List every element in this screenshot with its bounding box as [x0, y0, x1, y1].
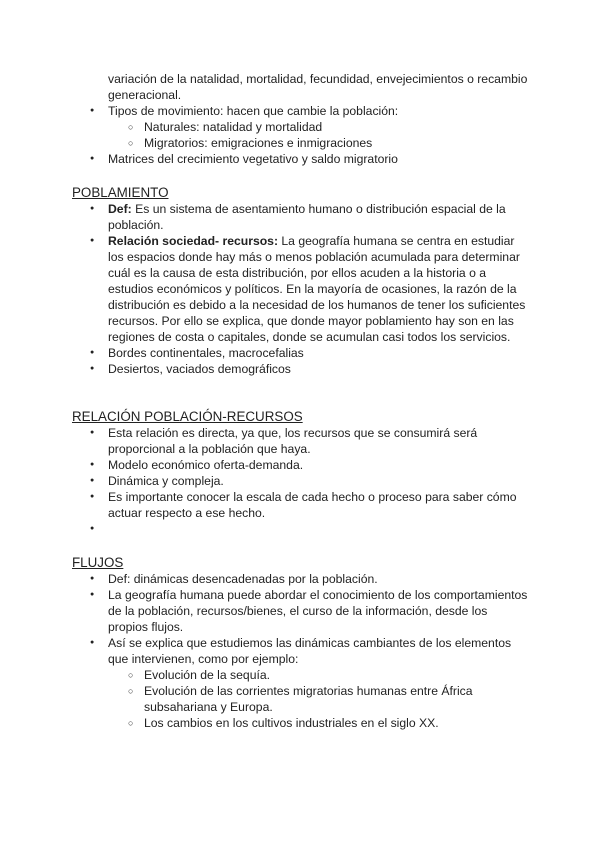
intro-continuation: variación de la natalidad, mortalidad, fecundidad, envejecimientos o recambio generacional.: [108, 72, 528, 102]
term-text: Es un sistema de asentamiento humano o distribución espacial de la población.: [108, 202, 506, 232]
sub-list-item: ○ Migratorios: emigraciones e inmigraciones: [72, 135, 528, 151]
term-text: La geografía humana se centra en estudiar los espacios donde hay más o menos población acumulada para determinar cuál es la causa de esta distribución, por ellos acuden a la historia o a estudios económicos y políticos. En la mayoría de ocasiones, la razón de la distribución es debido a la necesidad de los humanos de tener los suficientes recursos. Por ello se explica, que donde mayor poblamiento hay son en las regiones de costa o capitales, donde se acumulan casi todos los servicios.: [108, 234, 526, 344]
sub-list-item: ○ Los cambios en los cultivos industriales en el siglo XX.: [72, 715, 528, 731]
list-item: [72, 233, 528, 345]
list-item: [72, 201, 528, 233]
relacion-list: [72, 425, 528, 537]
list-item: ● Esta relación es directa, ya que, los recursos que se consumirá será proporcional a la población que haya.: [72, 425, 528, 457]
relacion-section: [72, 408, 528, 537]
sub-list-item: ○ Evolución de las corrientes migratorias humanas entre África subsahariana y Europa.: [72, 683, 528, 715]
intro-section: [72, 71, 528, 167]
sub-list-item: ○ Evolución de la sequía.: [72, 667, 528, 683]
empty-list-item: [72, 521, 528, 537]
list-item: ● Def: dinámicas desencadenadas por la población.: [72, 571, 528, 587]
section-heading: FLUJOS: [72, 555, 124, 570]
intro-list: [72, 103, 528, 167]
list-item: ● Bordes continentales, macrocefalias: [72, 345, 528, 361]
list-item: ● Dinámica y compleja.: [72, 473, 528, 489]
list-item: ● Así se explica que estudiemos las dinámicas cambiantes de los elementos que intervienen, como por ejemplo:: [72, 635, 528, 667]
poblamiento-section: [72, 184, 528, 377]
term-label: Relación sociedad- recursos:: [108, 234, 279, 248]
list-item: ● La geografía humana puede abordar el conocimiento de los comportamientos de la población, recursos/bienes, el curso de la información, desde los propios flujos.: [72, 587, 528, 635]
sub-list-item: ○ Naturales: natalidad y mortalidad: [72, 119, 528, 135]
section-heading: POBLAMIENTO: [72, 185, 169, 200]
list-item: ● Es importante conocer la escala de cada hecho o proceso para saber cómo actuar respecto a ese hecho.: [72, 489, 528, 521]
list-item: ● Tipos de movimiento: hacen que cambie la población:: [72, 103, 528, 119]
list-item: ● Desiertos, vaciados demográficos: [72, 361, 528, 377]
term-label: Def:: [108, 202, 132, 216]
flujos-section: [72, 554, 528, 731]
list-item: ● Modelo económico oferta-demanda.: [72, 457, 528, 473]
section-heading: RELACIÓN POBLACIÓN-RECURSOS: [72, 409, 303, 424]
flujos-list: [72, 571, 528, 731]
list-item: ● Matrices del crecimiento vegetativo y saldo migratorio: [72, 151, 528, 167]
poblamiento-list: [72, 201, 528, 377]
